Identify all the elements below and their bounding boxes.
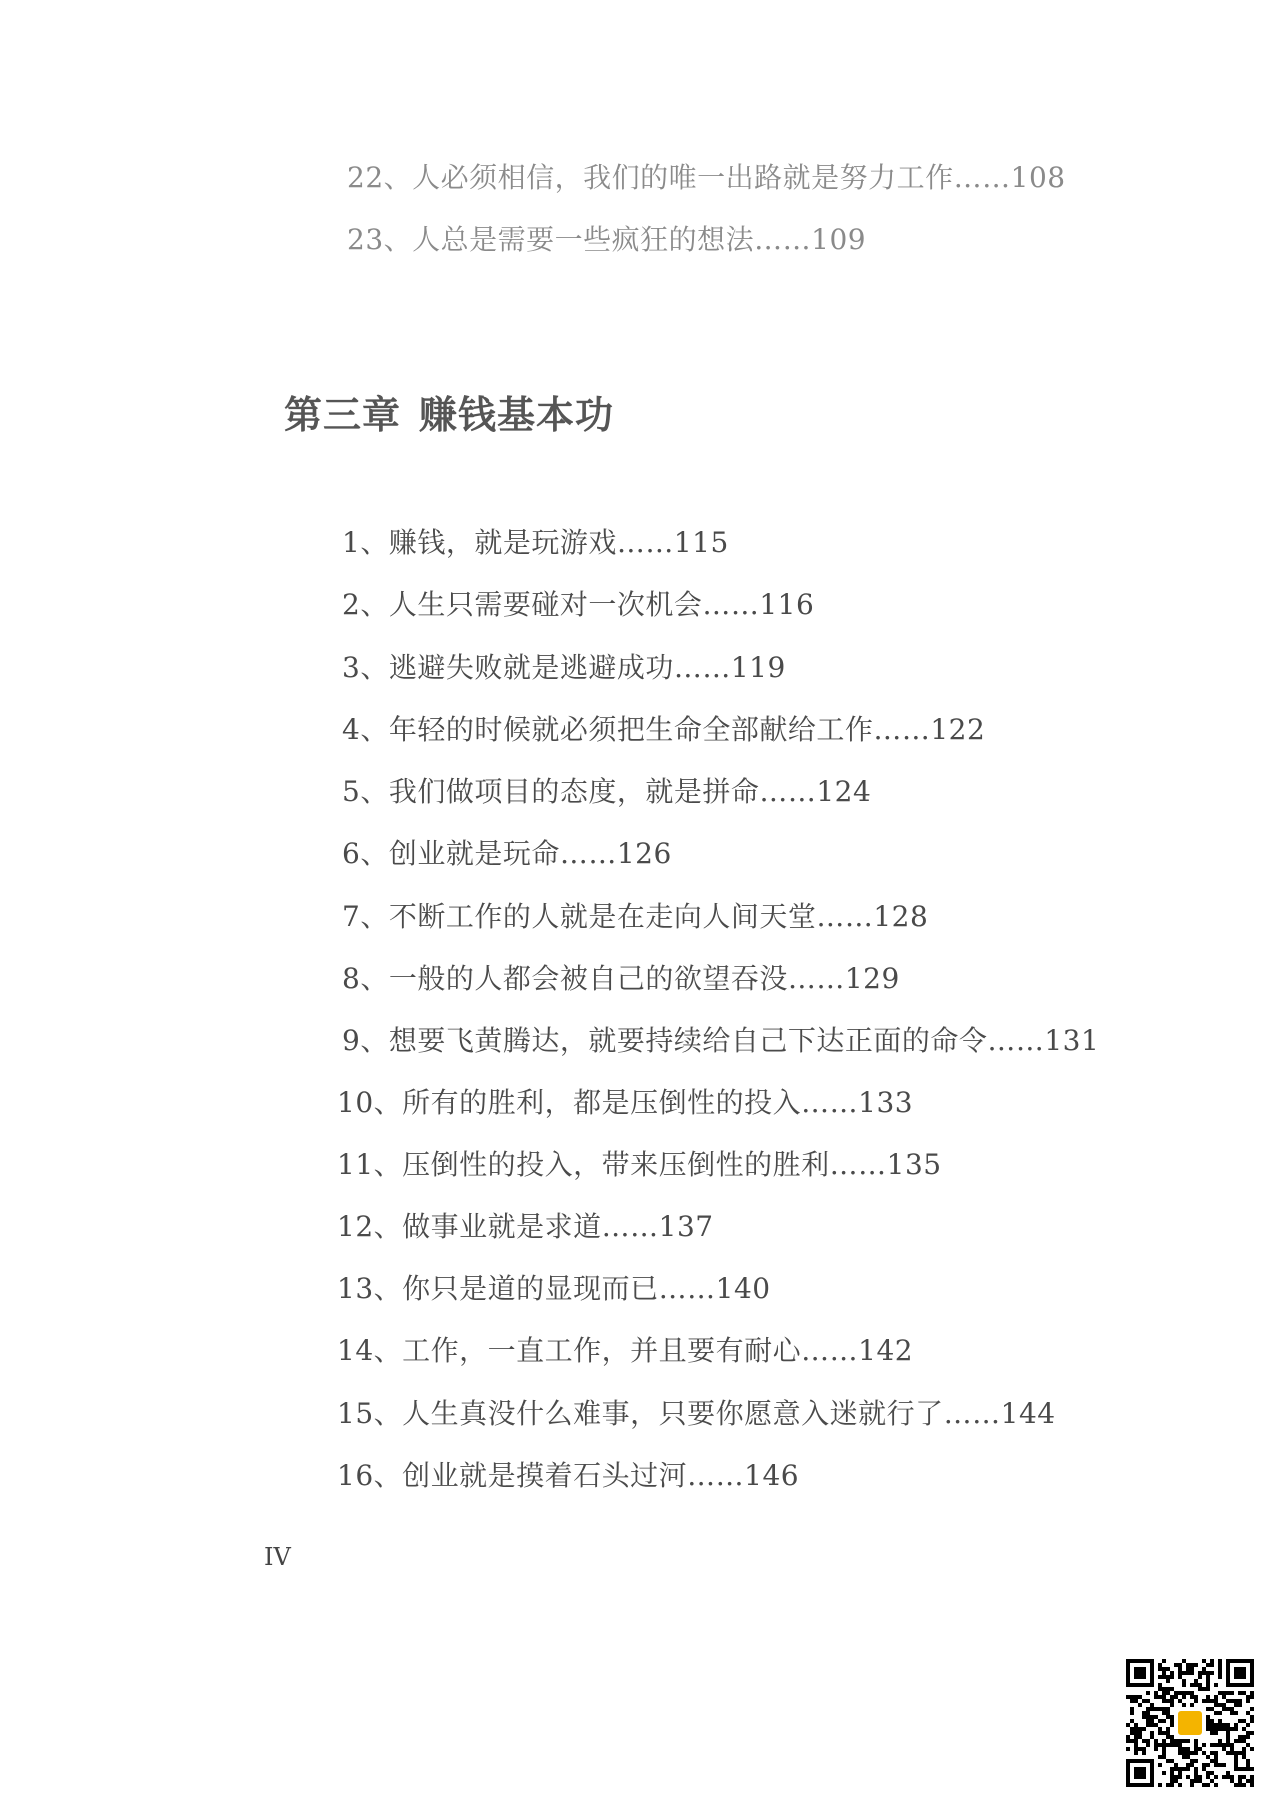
toc-entry: 12、做事业就是求道……137 <box>337 1210 714 1243</box>
qr-logo-icon <box>1176 1709 1204 1737</box>
chapter-number-label: 第三章 <box>284 392 402 437</box>
toc-entry: 11、压倒性的投入，带来压倒性的胜利……135 <box>337 1148 942 1181</box>
toc-entry: 1、赚钱，就是玩游戏……115 <box>342 526 729 559</box>
page-number: IV <box>264 1543 291 1571</box>
chapter-heading <box>284 392 614 438</box>
toc-entry: 13、你只是道的显现而已……140 <box>337 1272 771 1305</box>
toc-entry: 14、工作，一直工作，并且要有耐心……142 <box>337 1334 914 1367</box>
qr-code-icon <box>1126 1659 1254 1787</box>
chapter-title: 赚钱基本功 <box>419 392 615 437</box>
toc-entry: 9、想要飞黄腾达，就要持续给自己下达正面的命令……131 <box>342 1024 1100 1057</box>
toc-entry: 3、逃避失败就是逃避成功……119 <box>342 651 786 684</box>
toc-entry: 23、人总是需要一些疯狂的想法……109 <box>347 223 867 256</box>
toc-entry: 22、人必须相信，我们的唯一出路就是努力工作……108 <box>347 161 1066 194</box>
toc-entry: 15、人生真没什么难事，只要你愿意入迷就行了……144 <box>337 1397 1056 1430</box>
toc-entry: 8、一般的人都会被自己的欲望吞没……129 <box>342 962 900 995</box>
toc-entry: 16、创业就是摸着石头过河……146 <box>337 1459 800 1492</box>
toc-entry: 7、不断工作的人就是在走向人间天堂……128 <box>342 900 929 933</box>
toc-entry: 4、年轻的时候就必须把生命全部献给工作……122 <box>342 713 986 746</box>
toc-entry: 6、创业就是玩命……126 <box>342 837 672 870</box>
toc-entry: 10、所有的胜利，都是压倒性的投入……133 <box>337 1086 914 1119</box>
toc-entry: 2、人生只需要碰对一次机会……116 <box>342 588 815 621</box>
toc-entry: 5、我们做项目的态度，就是拼命……124 <box>342 775 872 808</box>
